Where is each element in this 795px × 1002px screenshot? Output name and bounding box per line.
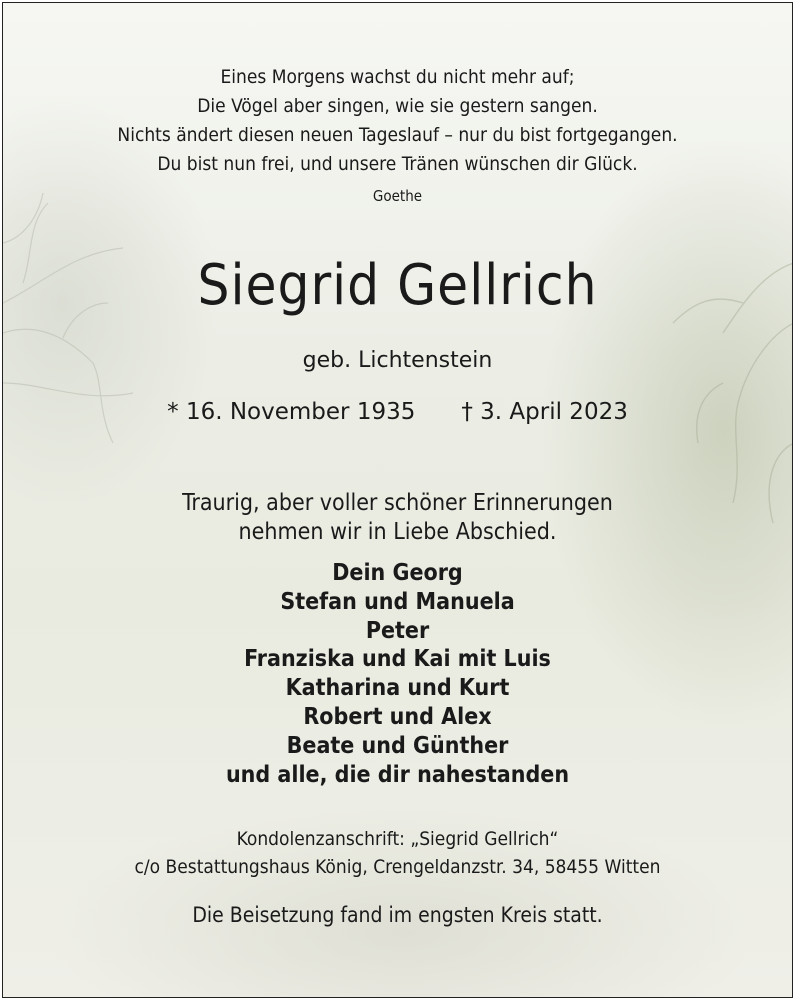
condolence-line: Kondolenzanschrift: „Siegrid Gellrich“ bbox=[236, 828, 559, 850]
mourner-entry: Dein Georg bbox=[332, 560, 463, 586]
poem-line: Nichts ändert diesen neuen Tageslauf – nur du bist fortgegangen. bbox=[117, 124, 678, 146]
mourner-entry: Robert und Alex bbox=[303, 703, 492, 730]
mourner-entry: Peter bbox=[365, 617, 430, 644]
farewell-text bbox=[3, 489, 792, 547]
life-dates bbox=[3, 399, 792, 425]
birth-date: * 16. November 1935 bbox=[167, 399, 416, 425]
farewell-line: nehmen wir in Liebe Abschied. bbox=[238, 519, 557, 545]
maiden-name: geb. Lichtenstein bbox=[302, 348, 493, 373]
mourner-entry: Stefan und Manuela bbox=[280, 588, 515, 615]
mourners-list bbox=[3, 559, 792, 789]
poem bbox=[3, 63, 792, 179]
poem-line: Die Vögel aber singen, wie sie gestern sangen. bbox=[197, 95, 598, 117]
condolence-line: c/o Bestattungshaus König, Crengeldanzstr. 34, 58455 Witten bbox=[134, 856, 661, 878]
farewell-line: Traurig, aber voller schöner Erinnerungen bbox=[182, 490, 613, 516]
deceased-name: Siegrid Gellrich bbox=[197, 253, 598, 318]
mourner-entry: Franziska und Kai mit Luis bbox=[244, 646, 551, 673]
poem-line: Eines Morgens wachst du nicht mehr auf; bbox=[220, 66, 575, 88]
obituary-notice bbox=[2, 2, 793, 998]
condolence-address bbox=[3, 825, 792, 881]
death-date: † 3. April 2023 bbox=[461, 399, 628, 425]
mourner-entry: Beate und Günther bbox=[286, 732, 509, 759]
mourner-entry: und alle, die dir nahestanden bbox=[225, 761, 570, 788]
poem-author: Goethe bbox=[372, 187, 423, 205]
poem-line: Du bist nun frei, und unsere Tränen wünschen dir Glück. bbox=[157, 153, 638, 175]
funeral-note: Die Beisetzung fand im engsten Kreis statt. bbox=[192, 903, 603, 927]
mourner-entry: Katharina und Kurt bbox=[285, 675, 510, 702]
